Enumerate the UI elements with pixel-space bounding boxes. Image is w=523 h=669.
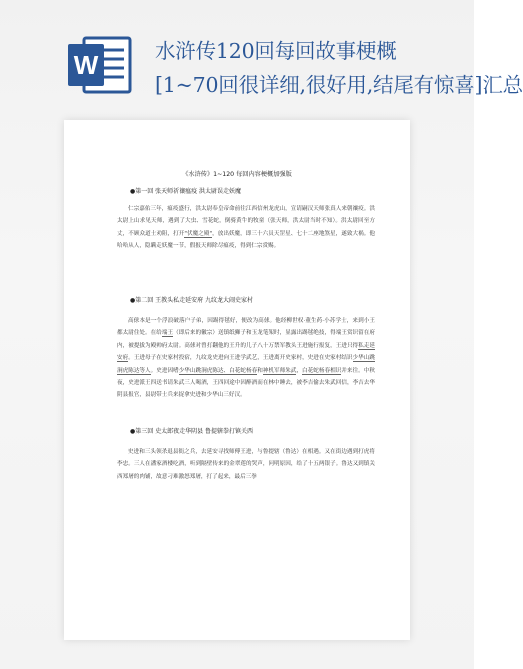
- document-title: 《水浒传》1~120 每回内容梗概加强版: [182, 171, 292, 178]
- headline-line-1: 水浒传120回每回故事梗概: [155, 39, 397, 63]
- underlined-phrase: 私走延安府: [117, 342, 375, 362]
- page-headline: [155, 34, 523, 102]
- underlined-phrase: 端王: [161, 330, 174, 337]
- underlined-phrase: 少华山跳涧虎陈达等人: [117, 355, 375, 374]
- section-paragraph-3: 史进和三头领杀退县衙之兵，去延安寻找师傅王进，与鲁提辖（鲁达）在相遇。又在街边遇到打虎将李忠。三人在潘家酒楼吃酒，听到隔壁传来的金翠莲的哭声，问明原因，给了十五两银子。鲁达又到镇关西郑屠的肉铺，故意刁难激怒郑屠，打了起来，最后三拳: [117, 449, 375, 480]
- underlined-phrase: 白花蛇杨春相识: [302, 367, 342, 374]
- section-heading-2: ●第二回 王教头私走延安府 九纹龙大闹史家村: [130, 297, 254, 304]
- underlined-phrase: "伏魔之殿": [184, 230, 213, 237]
- word-document-icon: [66, 30, 136, 100]
- section-paragraph-1: 仁宗嘉佑三年，瘟疫盛行，洪太尉奉皇帝命前往江西信州龙虎山，宣请嗣汉天师张真人来朝禳疫。洪太尉上山求见天师，遇到了大虫、雪花蛇，倒骑黄牛的牧童（张天师，洪太尉当时不知）。洪太尉回至方丈，不顾众道士劝阻，打开"伏魔之殿"，放出妖魔，即三十六员天罡星、七十二座地煞星，遂致大祸。他哈哈从人，隐瞒走妖魔一节，假报天师除尽瘟疫，得到仁宗赏赐。: [117, 206, 375, 250]
- document-page: [64, 120, 410, 640]
- section-heading-1: ●第一回 张天师祈禳瘟疫 洪太尉误走妖魔: [130, 188, 242, 195]
- headline-line-2: [1~70回很详细,很好用,结尾有惊喜]汇总: [155, 73, 523, 97]
- word-logo-letter: W: [73, 50, 99, 80]
- section-paragraph-2: 高俅本是一个浮浪破落户子弟，因踢得毬好，便改为高俅。他经柳世权·董生药·小苏学士，来到小王都太尉住处。在给端王（即后来的徽宗）送镇纸狮子和玉龙笔架时，显露出踢毬绝技，得端王赏识留在府内，被提拔为殿帅府太尉。高俅对曾打翻他的王升的儿子八十万禁军教头王进施行报复，王进只得私走延安府。王进母子在史家村投宿，九纹龙史进向王进学武艺，王进离开史家村，史进在史家村结识少华山跳涧虎陈达等人。史进因嗜少华山跳涧虎陈达、白花蛇杨春和神机军师朱武，白花蛇杨春相识并来往。中秋夜，史进派王四送书请朱武三人喝酒，王四回途中因醉酒而在林中睡去，被李吉偷去朱武回信，李吉去华阴县报官，县尉带士兵来捉拿史进和少华山三好汉。: [117, 318, 375, 399]
- section-heading-3: ●第三回 史太郎夜走华阴县 鲁提辖拳打镇关西: [130, 428, 254, 435]
- underlined-phrase: 神机军师朱武: [262, 367, 297, 374]
- underlined-phrase: 少华山跳涧虎陈达、白花蛇杨春: [178, 367, 258, 374]
